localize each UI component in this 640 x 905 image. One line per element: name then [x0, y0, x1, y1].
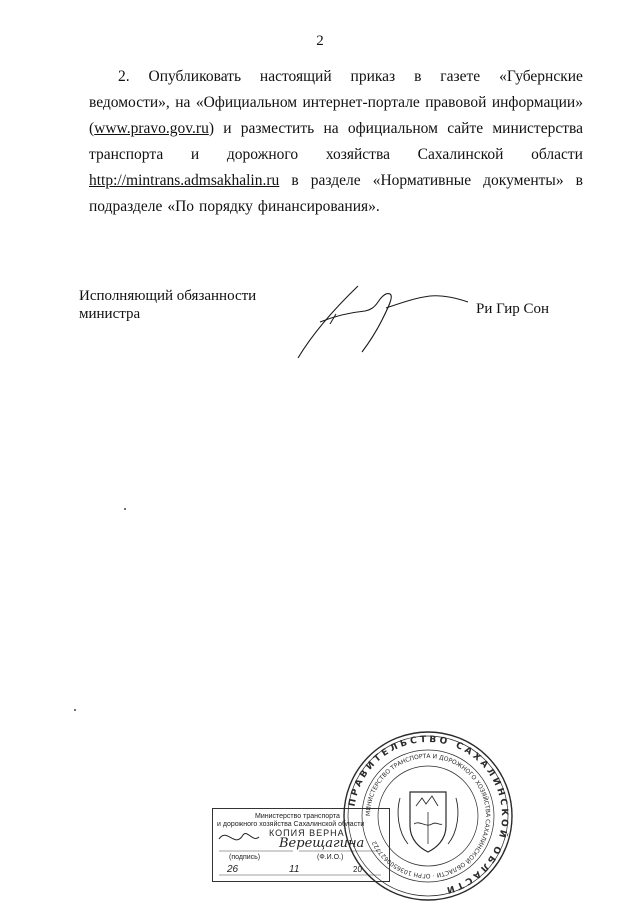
- word: и: [190, 146, 200, 163]
- stamp-date-day: 26: [227, 864, 239, 875]
- word: хозяйства: [325, 146, 390, 163]
- word: транспорта: [89, 146, 164, 163]
- word: разместить: [240, 120, 315, 137]
- stamp-date-month: 11: [289, 864, 300, 875]
- official-seal: [340, 728, 516, 904]
- word: разделе: [310, 172, 361, 189]
- word: на: [175, 94, 191, 111]
- paragraph-line: [89, 94, 583, 112]
- paragraph-line: [118, 68, 583, 86]
- coat-of-arms-icon: [398, 792, 458, 852]
- word: приказ: [350, 68, 396, 85]
- word: газете: [440, 68, 481, 85]
- link-text[interactable]: (www.pravo.gov.ru): [89, 120, 214, 137]
- word: порядку: [199, 198, 253, 215]
- word: официальном: [347, 120, 438, 137]
- paragraph-line: [89, 172, 583, 190]
- signatory-position-line1: Исполняющий обязанности: [79, 288, 257, 304]
- paragraph-line: [89, 120, 583, 138]
- word: правовой: [425, 94, 487, 111]
- scan-speck: [74, 709, 76, 711]
- stamp-signature-label: (подпись): [229, 854, 261, 861]
- word: на: [323, 120, 339, 137]
- word: дорожного: [226, 146, 299, 163]
- stamp-handwritten-name: Верещагина: [279, 836, 365, 851]
- handwritten-signature: [290, 278, 470, 362]
- word: в: [414, 68, 422, 85]
- word: в: [291, 172, 299, 189]
- word: Опубликовать: [148, 68, 242, 85]
- stamp-org-line2: и дорожного хозяйства Сахалинской области: [217, 821, 365, 828]
- paragraph-line: [89, 198, 583, 216]
- word: «По: [167, 198, 195, 215]
- word: министерства: [492, 120, 583, 137]
- stamp-fio-label: (Ф.И.О.): [317, 854, 344, 861]
- signatory-position-line2: министра: [79, 306, 141, 322]
- word: «Губернские: [499, 68, 583, 85]
- word: сайте: [447, 120, 484, 137]
- seal-outer-text: ПРАВИТЕЛЬСТВО САХАЛИНСКОЙ ОБЛАСТИ: [347, 734, 510, 896]
- scan-speck: [124, 508, 126, 510]
- word: и: [223, 120, 232, 137]
- word: подразделе: [89, 198, 163, 215]
- word: 2.: [118, 68, 130, 85]
- word: области: [531, 146, 583, 163]
- stamp-org-line1: Министерство транспорта: [255, 813, 340, 820]
- seal-inner-text: МИНИСТЕРСТВО ТРАНСПОРТА И ДОРОЖНОГО ХОЗЯЙСТВА САХАЛИНСКОЙ ОБЛАСТИ · ОГРН 1036500627722: [364, 752, 492, 880]
- word: в: [575, 172, 583, 189]
- stamp-title: КОПИЯ ВЕРНА: [269, 828, 345, 838]
- page-number: 2: [316, 33, 324, 49]
- word: «Официальном: [195, 94, 298, 111]
- stamp-date-year: 20: [353, 865, 362, 874]
- paragraph-line: [89, 146, 583, 164]
- word: финансирования».: [257, 198, 380, 215]
- link-text[interactable]: http://mintrans.admsakhalin.ru: [89, 172, 280, 189]
- word: Сахалинской: [417, 146, 504, 163]
- signatory-name: Ри Гир Сон: [476, 301, 550, 317]
- word: интернет-портале: [302, 94, 420, 111]
- word: документы»: [483, 172, 564, 189]
- word: настоящий: [259, 68, 332, 85]
- word: «Нормативные: [372, 172, 472, 189]
- word: информации»: [491, 94, 583, 111]
- word: ведомости»,: [89, 94, 170, 111]
- signatory-position: [79, 287, 256, 323]
